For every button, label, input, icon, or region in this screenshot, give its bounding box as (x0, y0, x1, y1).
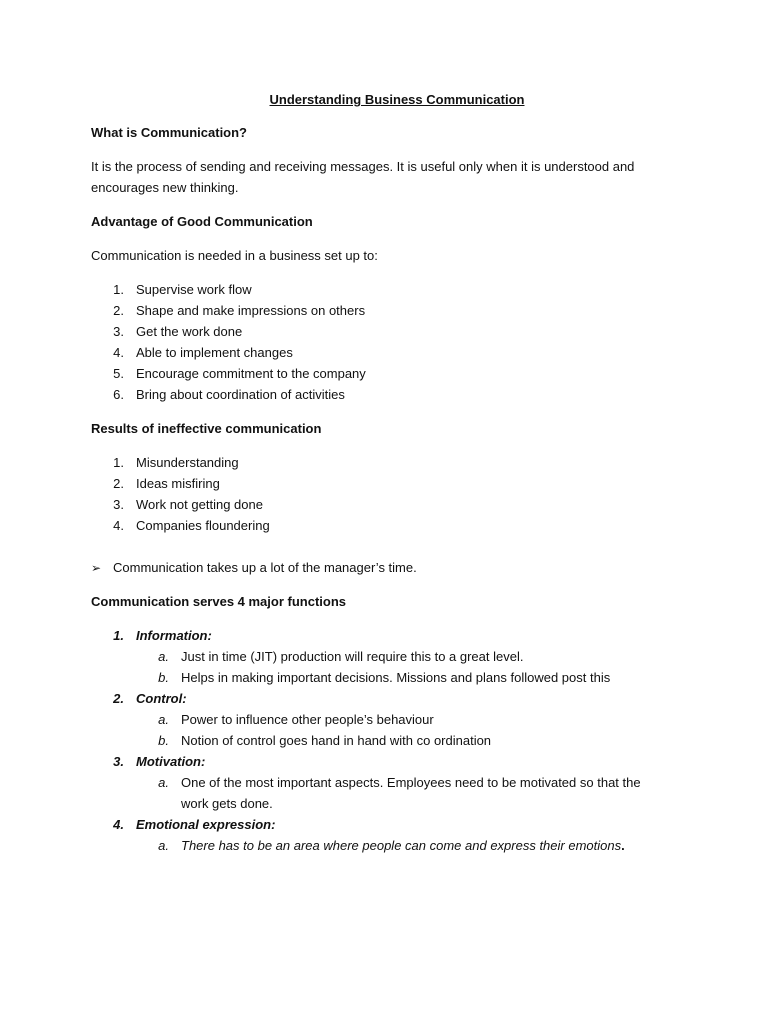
function-label: Control: (136, 691, 187, 706)
function-sub-item-continuation: work gets done. (181, 796, 273, 811)
what-heading: What is Communication? (91, 125, 247, 140)
page-title: Understanding Business Communication (269, 92, 525, 107)
document-page: Understanding Business Communication What is Communication? It is the process of sending and receiving messages. It is useful only when it is understood and encourages new thinking. Advantage of Good Communication Communication is needed in a business set up to: 1. Supervise work flow 2. Shape and make impressions on others 3. Get the work done 4. Able to implement changes 5. Encourage commitment to the company 6. Bring about coordination of activities Results of ineffective communication 1. Misunderstanding 2. Ideas misfiring 3. Work not getting done 4. Companies floundering ➢ Communication takes up a lot of the manager’s time. Communication serves 4 major functions 1. Information: a. Just in time (JIT) production will require this to a great level. b. Helps in making important decisions. Missions and plans followed post this 2. Control: a. Power to influence other people’s behaviour b. Notion of control goes hand in hand with co ordination 3. Motivation: a. One of the most important aspects. Employees need to be motivated so that the work gets done. 4. Emotional expression: a. There has to be an area where people can come and express their emotions. (0, 0, 768, 1024)
function-label: Emotional expression: (136, 817, 276, 832)
function-label: Motivation: (136, 754, 206, 769)
what-paragraph-line-1: It is the process of sending and receiving messages. It is useful only when it is understood and (91, 159, 635, 174)
arrow-bullet-text: Communication takes up a lot of the manager’s time. (113, 560, 417, 575)
functions-heading: Communication serves 4 major functions (91, 594, 347, 609)
results-heading: Results of ineffective communication (91, 421, 322, 436)
arrow-bullet-icon: ➢ (91, 561, 102, 575)
advantage-intro: Communication is needed in a business set up to: (91, 248, 378, 263)
function-label: Information: (136, 628, 212, 643)
advantage-heading: Advantage of Good Communication (91, 214, 313, 229)
what-paragraph-line-2: encourages new thinking. (91, 180, 239, 195)
